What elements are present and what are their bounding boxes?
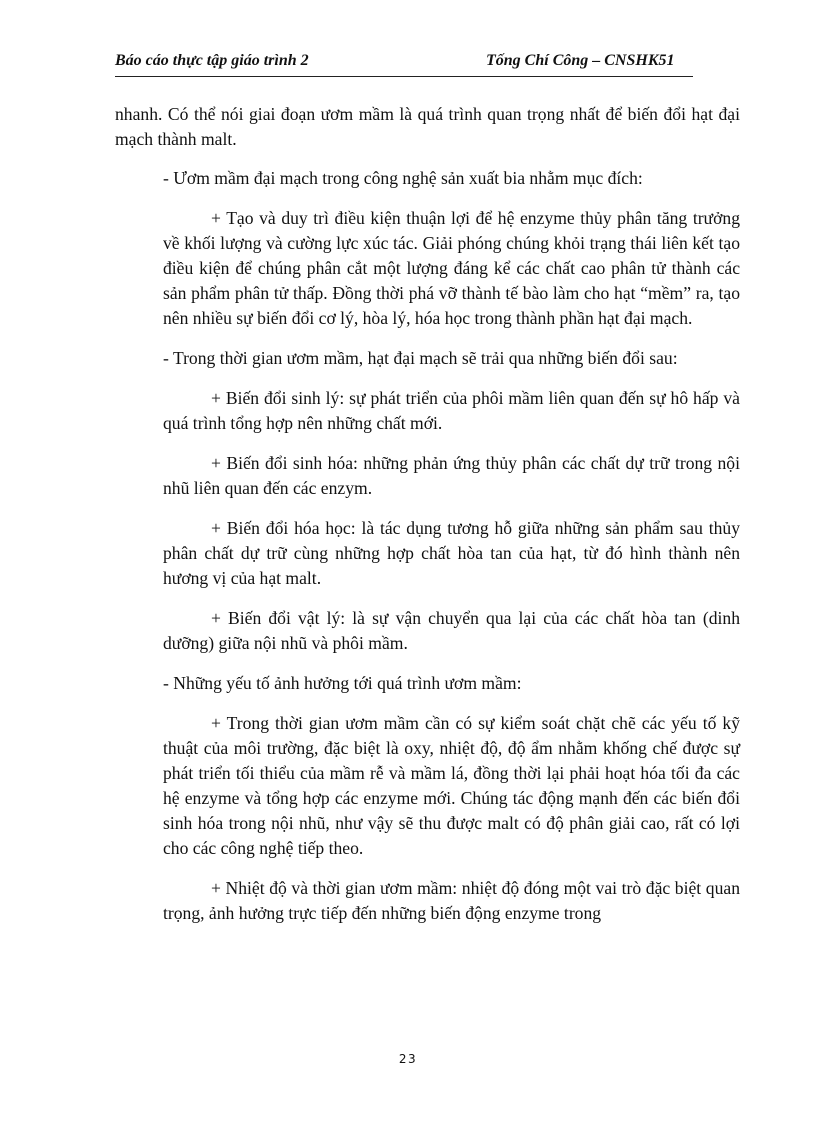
plus-item-physiological: + Biến đổi sinh lý: sự phát triển của phôi mầm liên quan đến sự hô hấp và quá trình tổng hợp nên những chất mới. (163, 388, 740, 433)
plus-item-biochemical: + Biến đổi sinh hóa: những phản ứng thủy phân các chất dự trữ trong nội nhũ liên quan đến các enzym. (163, 453, 740, 498)
dash-item-purpose: - Ươm mầm đại mạch trong công nghệ sản xuất bia nhằm mục đích: (163, 168, 643, 188)
page-number: 23 (398, 1052, 418, 1066)
dash-item-factors: - Những yếu tố ảnh hưởng tới quá trình ươm mầm: (163, 673, 522, 693)
dash-item-changes: - Trong thời gian ươm mầm, hạt đại mạch sẽ trải qua những biến đổi sau: (163, 348, 678, 368)
page-body (115, 102, 740, 941)
plus-item-temperature: + Nhiệt độ và thời gian ươm mầm: nhiệt độ đóng một vai trò đặc biệt quan trọng, ảnh hưởng trực tiếp đến những biến động enzyme trong (163, 878, 740, 923)
plus-item-physical: + Biến đổi vật lý: là sự vận chuyển qua lại của các chất hòa tan (dinh dưỡng) giữa nội nhũ và phôi mầm. (163, 608, 740, 653)
plus-item-enzyme: + Tạo và duy trì điều kiện thuận lợi để hệ enzyme thủy phân tăng trưởng về khối lượng và cường lực xúc tác. Giải phóng chúng khỏi trạng thái liên kết tạo điều kiện để chúng phân cắt một lượng đáng kể các chất cao phân tử thành các sản phẩm phân tử thấp. Đồng thời phá vỡ thành tế bào làm cho hạt “mềm” ra, tạo nên nhiều sự biến đổi cơ lý, hòa lý, hóa học trong thành phần hạt đại mạch. (163, 208, 740, 328)
report-title: Báo cáo thực tập giáo trình 2 (115, 52, 309, 69)
paragraph-continuation: nhanh. Có thể nói giai đoạn ươm mầm là quá trình quan trọng nhất để biến đổi hạt đại mạch thành malt. (115, 104, 740, 149)
plus-item-control: + Trong thời gian ươm mầm cần có sự kiểm soát chặt chẽ các yếu tố kỹ thuật của môi trường, đặc biệt là oxy, nhiệt độ, độ ẩm nhằm khống chế được sự phát triển tối thiểu của mầm rễ và mầm lá, đồng thời lại phải hoạt hóa tối đa các hệ enzyme và tổng hợp các enzyme mới. Chúng tác động mạnh đến các biến đổi sinh hóa trong nội nhũ, như vậy sẽ thu được malt có độ phân giải cao, rất có lợi cho các công nghệ tiếp theo. (163, 713, 740, 858)
plus-item-chemical: + Biến đổi hóa học: là tác dụng tương hỗ giữa những sản phẩm sau thủy phân chất dự trữ cùng những hợp chất hòa tan của hạt, từ đó hình thành nên hương vị của hạt malt. (163, 518, 740, 588)
author-name: Tống Chí Công – CNSHK51 (486, 52, 675, 69)
page-header (115, 52, 693, 77)
